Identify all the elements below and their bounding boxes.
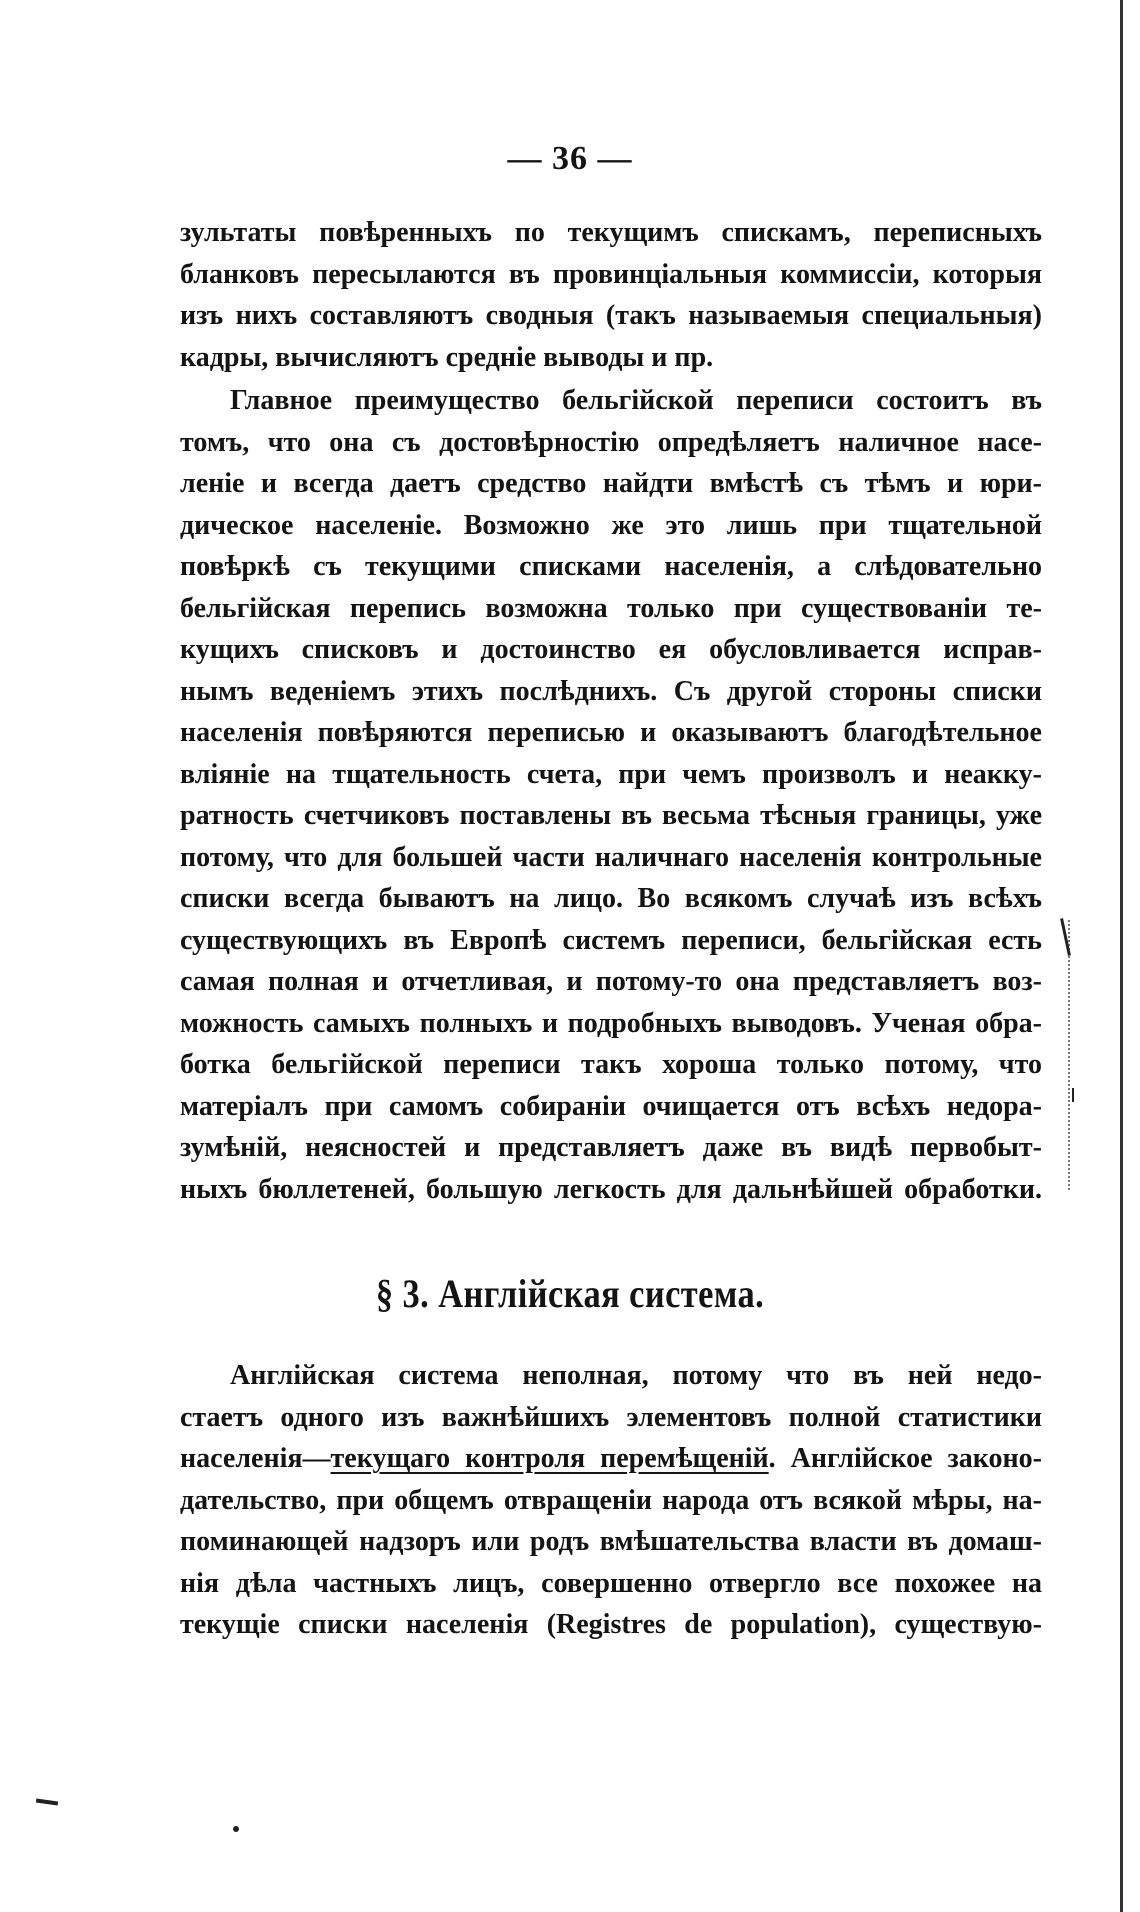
text-line: нія дѣла частныхъ лицъ, совершенно отвергло все похожее на xyxy=(180,1567,1042,1599)
text-line: леніе и всегда даетъ средство найдти вмѣстѣ съ тѣмъ и юри- xyxy=(180,468,1042,499)
page-edge-line xyxy=(1120,0,1123,1912)
margin-pencil-mark xyxy=(1068,920,1084,1190)
text-line: ботка бельгійской переписи такъ хороша только потому, что xyxy=(180,1049,1042,1080)
text-line: матеріалъ при самомъ собираніи очищается отъ всѣхъ недора- xyxy=(180,1090,1042,1122)
text-line: бланковъ пересылаются въ провинціальныя коммиссіи, которыя xyxy=(180,258,1042,290)
paragraph-english-system xyxy=(180,1355,1042,1646)
text-line: населенія повѣряются переписью и оказываютъ благодѣтельное xyxy=(180,717,1042,748)
text-line: дическое населеніе. Возможно же это лишь при тщательной xyxy=(180,509,1042,541)
stray-ink-mark xyxy=(36,1798,58,1805)
text-line: стаетъ одного изъ важнѣйшихъ элементовъ полной статистики xyxy=(180,1401,1042,1433)
text-segment: населенія— xyxy=(180,1443,331,1474)
text-line: кущихъ списковъ и достоинство ея обусловливается исправ- xyxy=(180,634,1042,665)
text-line: зультаты повѣренныхъ по текущимъ спискамъ, переписныхъ xyxy=(180,217,1042,248)
text-line: томъ, что она съ достовѣрностію опредѣляетъ наличное насе- xyxy=(180,426,1042,458)
text-line: дательство, при общемъ отвращеніи народа отъ всякой мѣры, на- xyxy=(180,1484,1042,1516)
text-line: Главное преимущество бельгійской переписи состоитъ въ xyxy=(230,385,1042,416)
text-line: Англійская система неполная, потому что въ ней недо- xyxy=(230,1360,1042,1391)
page-number: — 36 — xyxy=(507,140,633,177)
margin-tick-mark xyxy=(1072,1088,1074,1102)
text-line: изъ нихъ составляютъ сводныя (такъ называемыя специальныя) xyxy=(180,300,1042,331)
paragraph-belgian-census xyxy=(180,380,1042,1210)
text-line: нымъ веденіемъ этихъ послѣднихъ. Съ другой стороны списки xyxy=(180,675,1042,707)
text-line: самая полная и отчетливая, и потому-то она представляетъ воз- xyxy=(180,966,1042,997)
text-segment: . Англійское законо- xyxy=(768,1443,1042,1474)
text-line: повѣркѣ съ текущими списками населенія, а слѣдовательно xyxy=(180,551,1042,582)
text-line: ратность счетчиковъ поставлены въ весьма тѣсныя границы, уже xyxy=(180,800,1042,831)
text-line: существующихъ въ Европѣ системъ переписи, бельгійская есть xyxy=(180,924,1042,956)
text-line: текущіе списки населенія (Registres de population), существую- xyxy=(180,1609,1042,1640)
text-line: можность самыхъ полныхъ и подробныхъ выводовъ. Ученая обра- xyxy=(180,1007,1042,1039)
text-line: зумѣній, неясностей и представляетъ даже въ видѣ первобыт- xyxy=(180,1132,1042,1163)
text-line: списки всегда бываютъ на лицо. Во всякомъ случаѣ изъ всѣхъ xyxy=(180,883,1042,914)
section-heading: § 3. Англійская система. xyxy=(375,1271,765,1316)
text-line: кадры, вычисляютъ средніе выводы и пр. xyxy=(180,341,714,373)
stray-ink-dot xyxy=(233,1826,239,1832)
text-line: вліяніе на тщательность счета, при чемъ произволъ и неакку- xyxy=(180,758,1042,790)
text-line: потому, что для большей части наличнаго населенія контрольные xyxy=(180,841,1042,873)
paragraph-continuation xyxy=(180,212,1042,378)
underlined-phrase: текущаго контроля перемѣщеній xyxy=(330,1443,769,1474)
text-line xyxy=(180,1438,1042,1480)
text-line: ныхъ бюллетеней, большую легкость для дальнѣйшей обработки. xyxy=(180,1173,1042,1205)
text-line: поминающей надзоръ или родъ вмѣшательства власти въ домаш- xyxy=(180,1526,1042,1557)
text-line: бельгійская перепись возможна только при существованіи те- xyxy=(180,592,1042,624)
